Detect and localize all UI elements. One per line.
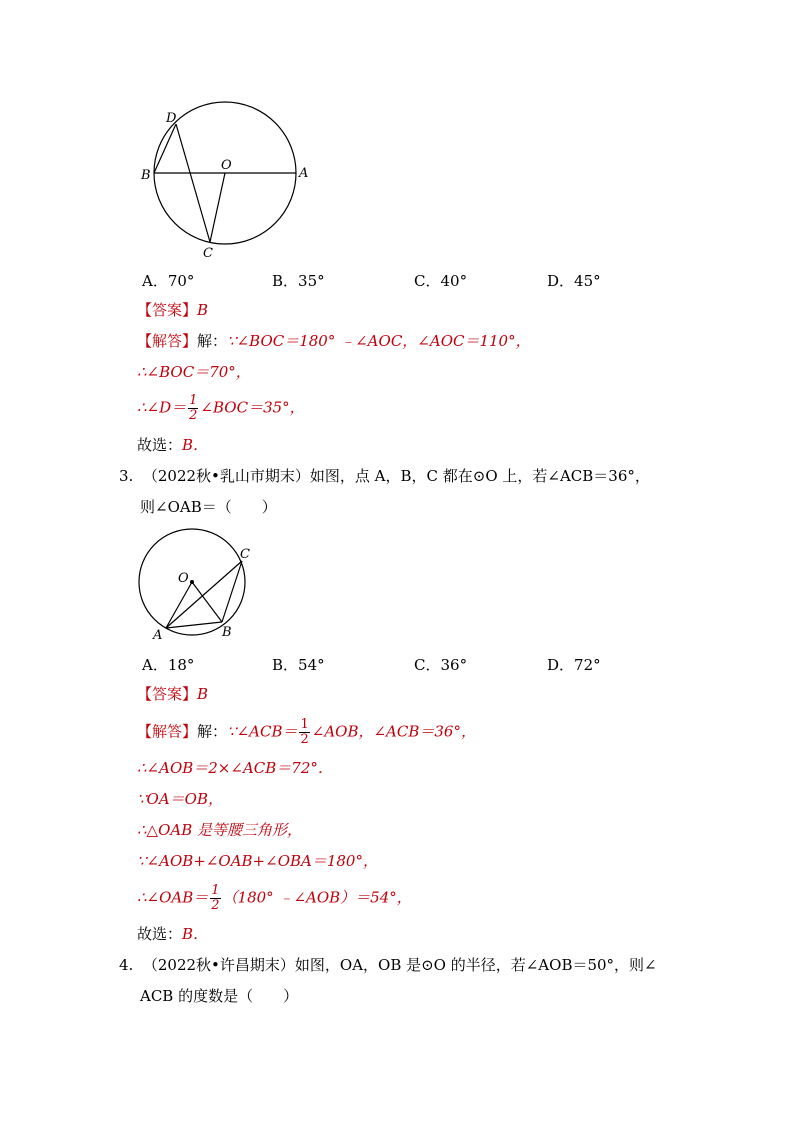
option-b: B．35° — [272, 272, 325, 290]
conclusion-line — [137, 435, 208, 455]
option-b: B．54° — [272, 656, 325, 674]
label-a2: A — [153, 628, 163, 643]
formula-suffix: ∠AOB，∠ACB＝36°， — [311, 722, 476, 741]
conclusion-line — [137, 924, 208, 944]
analysis-prefix: 解： — [197, 722, 228, 741]
answer-line — [137, 300, 208, 320]
segment-ob — [192, 582, 222, 622]
question-source: （2022秋•乳山市期末） — [142, 467, 310, 485]
chord-bd — [154, 124, 176, 173]
question-number: 3. — [119, 467, 134, 485]
analysis-line-1 — [137, 718, 476, 747]
analysis-line-3: ∵OA＝OB， — [137, 790, 223, 808]
option-a: A．70° — [142, 272, 195, 290]
formula-prefix: ∴∠OAB＝ — [137, 888, 209, 907]
question-3-line-1 — [119, 466, 650, 486]
analysis-line-4: ∴△OAB 是等腰三角形， — [137, 821, 303, 839]
question-4-line-1 — [119, 955, 657, 975]
denominator: 2 — [211, 898, 220, 913]
question-text: 如图，OA，OB 是⊙O 的半径，若∠AOB＝50°，则∠ — [294, 956, 657, 974]
denominator: 2 — [300, 732, 309, 747]
fraction-half — [188, 394, 198, 423]
analysis-line-1 — [137, 331, 531, 351]
conclusion-value: B． — [182, 925, 209, 943]
conclusion-value: B． — [182, 436, 209, 454]
formula-suffix: （180° ﹣∠AOB）＝54°， — [222, 888, 412, 907]
option-c: C．40° — [414, 272, 468, 290]
label-o2: O — [178, 571, 189, 586]
option-d: D．72° — [547, 656, 601, 674]
analysis-line-3 — [137, 394, 305, 423]
question-source: （2022秋•许昌期末） — [142, 956, 295, 974]
numerator: 1 — [211, 883, 220, 898]
formula-suffix: ∠BOC＝35°， — [200, 398, 305, 417]
numerator: 1 — [189, 393, 198, 408]
label-a: A — [299, 166, 309, 181]
segment-oa — [166, 582, 192, 628]
analysis-tag: 【解答】 — [137, 332, 198, 350]
analysis-line-5: ∵∠AOB+∠OAB+∠OBA＝180°， — [137, 852, 378, 870]
analysis-line-6 — [137, 884, 412, 913]
conclusion-prefix: 故选： — [137, 436, 183, 454]
question-text: 如图，点 A，B，C 都在⊙O 上，若∠ACB＝36°， — [309, 467, 650, 485]
analysis-prefix: 解： — [197, 332, 228, 350]
option-d: D．45° — [547, 272, 601, 290]
question-4-line-2: ACB 的度数是（ ） — [140, 987, 299, 1005]
option-c: C．36° — [414, 656, 468, 674]
label-d: D — [166, 111, 177, 126]
label-c: C — [203, 246, 213, 261]
answer-tag: 【答案】 — [137, 301, 198, 319]
fraction-half — [299, 718, 309, 747]
circle-figure-1 — [136, 100, 316, 265]
label-b: B — [141, 168, 151, 183]
circle-figure-2 — [136, 526, 256, 644]
segment-ab — [166, 622, 222, 628]
radius-oc — [210, 173, 225, 242]
numerator: 1 — [300, 717, 309, 732]
analysis-tag: 【解答】 — [137, 722, 198, 741]
question-number: 4. — [119, 956, 134, 974]
analysis-line-2: ∴∠BOC＝70°， — [137, 363, 251, 381]
answer-line — [137, 684, 208, 704]
answer-value: B — [197, 301, 209, 319]
label-c2: C — [240, 547, 250, 562]
answer-value: B — [197, 685, 209, 703]
center-dot — [190, 580, 194, 584]
label-b2: B — [222, 625, 232, 640]
analysis-line-2: ∴∠AOB＝2×∠ACB＝72°． — [137, 759, 333, 777]
formula-prefix: ∵∠ACB＝ — [227, 722, 298, 741]
conclusion-prefix: 故选： — [137, 925, 183, 943]
label-o: O — [221, 158, 232, 173]
analysis-text: ∵∠BOC＝180° ﹣∠AOC，∠AOC＝110°， — [227, 332, 531, 350]
answer-tag: 【答案】 — [137, 685, 198, 703]
denominator: 2 — [189, 408, 198, 423]
fraction-half — [210, 884, 220, 913]
formula-prefix: ∴∠D＝ — [137, 398, 187, 417]
option-a: A．18° — [142, 656, 195, 674]
question-3-line-2: 则∠OAB＝（ ） — [140, 498, 277, 516]
chord-dc — [176, 124, 210, 242]
